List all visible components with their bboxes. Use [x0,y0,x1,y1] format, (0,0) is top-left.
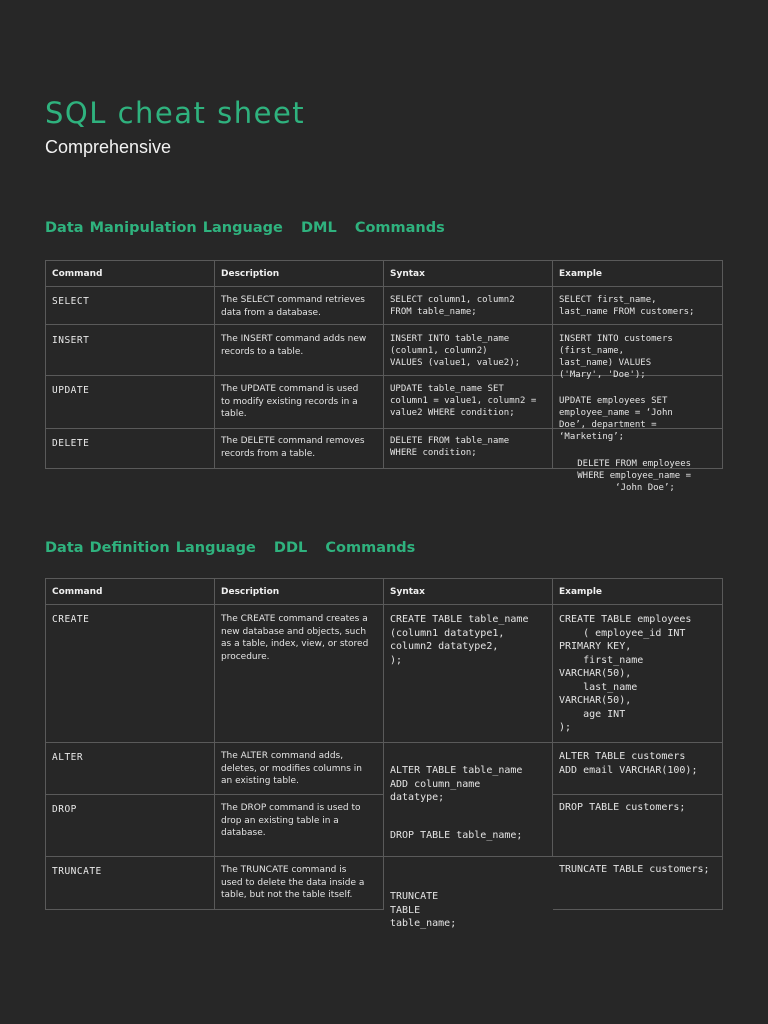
column-header-example: Example [559,269,603,279]
command-example: CREATE TABLE employees ( employee_id INT PRIMARY KEY, first_name VARCHAR(50), last_name VARCHAR(50), age INT ); [559,614,692,733]
table-cell [45,605,215,743]
column-header-syntax: Syntax [390,587,425,597]
ddl-section-heading: Data Definition Language DDL Commands [45,540,416,556]
command-description: The DELETE command removes records from a table. [221,436,365,459]
command-name: DELETE [52,438,90,449]
command-example: TRUNCATE TABLE customers; [559,864,710,875]
command-description: The CREATE command creates a new database and objects, such as a table, index, view, or stored procedure. [221,614,369,662]
command-syntax: INSERT INTO table_name (column1, column2) VALUES (value1, value2); [390,334,521,368]
command-syntax: DELETE FROM table_name WHERE condition; [390,436,510,458]
command-description: The UPDATE command is used to modify existing records in a table. [221,384,359,419]
table-cell [45,743,215,795]
command-description: The DROP command is used to drop an existing table in a database. [221,803,361,838]
command-name: CREATE [52,614,90,625]
command-example: UPDATE employees SET employee_name = ‘John Doe’, department = ‘Marketing’; [559,396,673,442]
command-name: DROP [52,804,77,815]
column-header-description: Description [221,587,280,597]
command-syntax: DROP TABLE table_name; [390,830,523,841]
command-name: SELECT [52,296,90,307]
command-name: TRUNCATE [52,866,102,877]
column-header-example: Example [559,587,603,597]
ddl-table [45,578,723,929]
column-header-description: Description [221,269,280,279]
table-cell [45,325,215,376]
column-header-syntax: Syntax [390,269,425,279]
command-syntax: SELECT column1, column2 FROM table_name; [390,295,515,317]
command-description: The ALTER command adds, deletes, or modifies columns in an existing table. [221,751,362,786]
page-title: SQL cheat sheet [45,96,306,130]
command-syntax: CREATE TABLE table_name (column1 datatype1, column2 datatype2, ); [390,614,529,666]
command-syntax: ALTER TABLE table_name ADD column_name datatype; [390,765,523,803]
command-description: The SELECT command retrieves data from a database. [221,295,365,318]
command-description: The INSERT command adds new records to a table. [221,334,367,357]
dml-section-heading: Data Manipulation Language DML Commands [45,220,445,236]
page-subtitle: Comprehensive [45,137,172,157]
command-name: ALTER [52,752,84,763]
command-name: INSERT [52,335,90,346]
command-example: DELETE FROM employees WHERE employee_name = ‘John Doe’; [577,459,692,493]
command-syntax: TRUNCATE TABLE table_name; [390,891,457,929]
command-example: DROP TABLE customers; [559,802,686,813]
command-name: UPDATE [52,385,90,396]
column-header-command: Command [52,269,103,279]
command-example: SELECT first_name, last_name FROM customers; [559,295,695,317]
column-header-command: Command [52,587,103,597]
command-syntax: UPDATE table_name SET column1 = value1, column2 = value2 WHERE condition; [390,384,537,418]
table-cell [45,857,215,910]
command-example: INSERT INTO customers (first_name, last_name) VALUES ('Mary', 'Doe'); [559,334,673,380]
command-description: The TRUNCATE command is used to delete the data inside a table, but not the table itself. [221,865,365,900]
table-cell [45,429,215,469]
table-cell [45,376,215,429]
command-example: ALTER TABLE customers ADD email VARCHAR(100); [559,751,698,776]
dml-table [45,260,723,493]
